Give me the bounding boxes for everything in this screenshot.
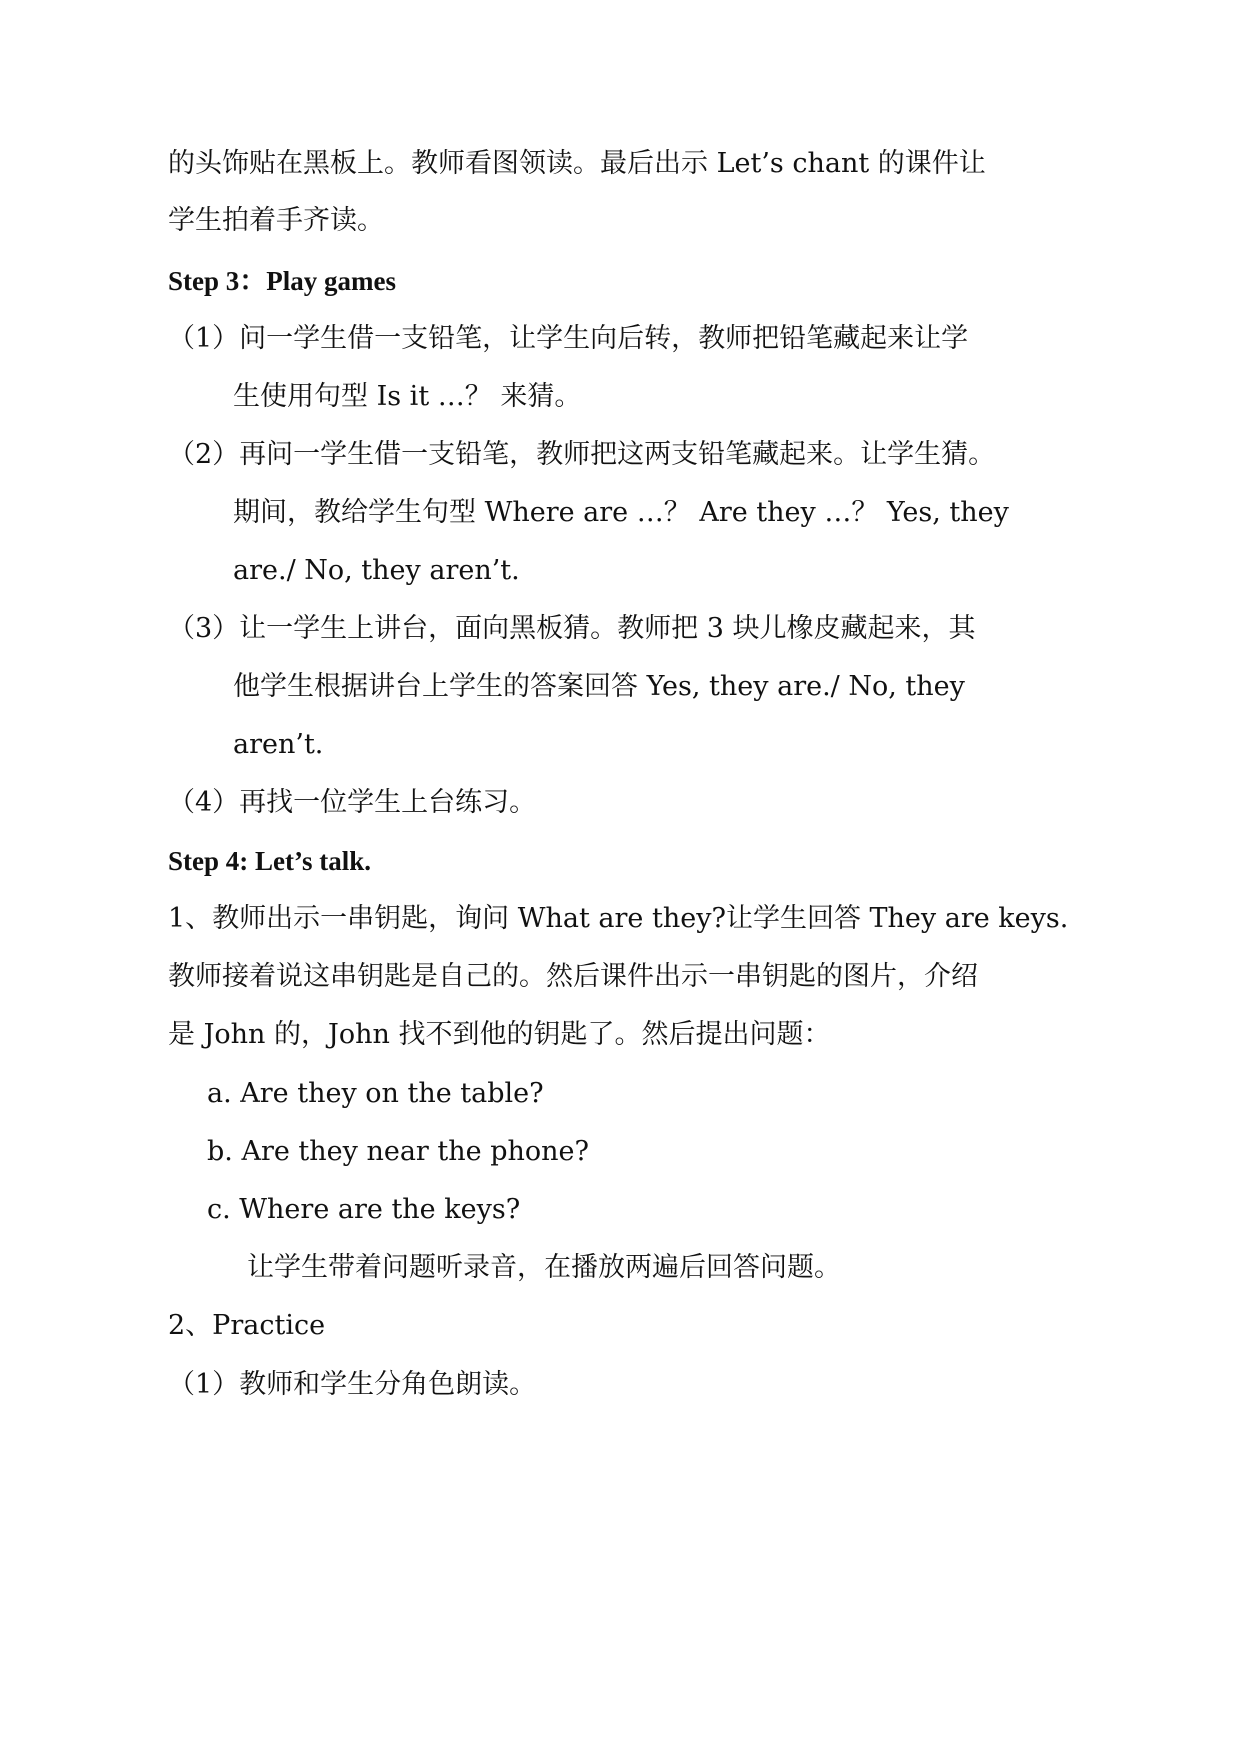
list-item: （1）教师和学生分角色朗读。: [168, 1369, 537, 1400]
paragraph-line: 是 John 的，John 找不到他的钥匙了。然后提出问题：: [168, 1019, 831, 1050]
list-item-continuation: are./ No, they aren’t.: [233, 555, 520, 586]
list-item-continuation: aren’t.: [233, 729, 324, 760]
list-item: （4）再找一位学生上台练习。: [168, 787, 537, 818]
paragraph-line: 学生拍着手齐读。: [168, 205, 384, 236]
question-item: b. Are they near the phone?: [207, 1136, 589, 1167]
question-item: c. Where are the keys?: [207, 1194, 521, 1225]
paragraph-line: 让学生带着问题听录音，在播放两遍后回答问题。: [247, 1252, 841, 1283]
paragraph-line: 1、教师出示一串钥匙，询问 What are they?让学生回答 They are keys.: [168, 903, 1069, 934]
list-item: （3）让一学生上讲台，面向黑板猜。教师把 3 块儿橡皮藏起来，其: [168, 613, 976, 644]
list-item: （2）再问一学生借一支铅笔，教师把这两支铅笔藏起来。让学生猜。: [168, 439, 996, 470]
paragraph-line: 教师接着说这串钥匙是自己的。然后课件出示一串钥匙的图片，介绍: [168, 961, 978, 992]
list-item-continuation: 期间，教给学生句型 Where are …？ Are they …？ Yes, they: [233, 497, 1009, 528]
paragraph-line: 的头饰贴在黑板上。教师看图领读。最后出示 Let’s chant 的课件让: [168, 148, 986, 179]
list-item: （1）问一学生借一支铅笔，让学生向后转，教师把铅笔藏起来让学: [168, 323, 969, 354]
section-heading: Step 3：Play games: [168, 266, 396, 296]
subsection-heading: 2、Practice: [168, 1310, 326, 1341]
list-item-continuation: 生使用句型 Is it …？ 来猜。: [233, 381, 582, 412]
section-heading: Step 4: Let’s talk.: [168, 846, 371, 876]
question-item: a. Are they on the table?: [207, 1078, 544, 1109]
list-item-continuation: 他学生根据讲台上学生的答案回答 Yes, they are./ No, they: [233, 671, 965, 702]
